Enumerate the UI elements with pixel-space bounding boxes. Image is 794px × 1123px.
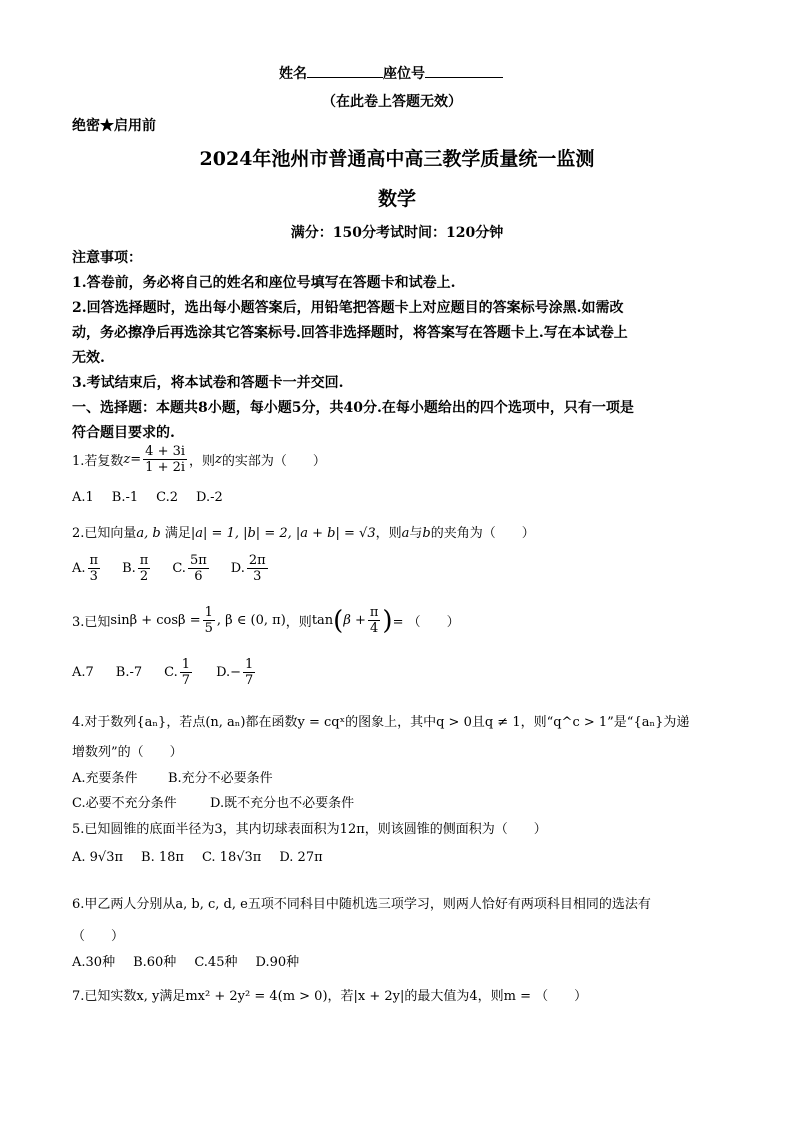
q2-prefix: 2.已知向量 <box>72 526 137 541</box>
q2-option-a-den: 3 <box>89 569 98 584</box>
q2-condition: |a| = 1, |b| = 2, |a + b| = √3 <box>190 526 376 541</box>
q2-option-a <box>72 553 102 584</box>
q5-option-c: C. 18√3π <box>201 850 262 865</box>
q2-cond-label: 满足 <box>164 526 191 541</box>
q1-variable-z-2: z <box>215 452 222 467</box>
q1-option-d: D.-2 <box>196 490 223 505</box>
q3-options <box>72 657 257 688</box>
q6-line-1: 6.甲乙两人分别从a, b, c, d, e五项不同科目中随机选三项学习，则两人恰好有两项科目相同的选法有 <box>72 897 651 912</box>
q2-option-c-label: C. <box>172 561 186 576</box>
subject-title: 数学 <box>377 188 416 210</box>
q3-option-d-label: D.− <box>216 665 242 680</box>
question-7: 7.已知实数x, y满足mx² + 2y² = 4(m > 0)，若|x + 2y|的最大值为4，则m = （ ） <box>72 989 588 1004</box>
q3-numerator: 1 <box>204 605 213 620</box>
q2-option-b-label: B. <box>122 561 136 576</box>
q1-option-b: B.-1 <box>111 490 139 505</box>
notice-item-2-line-3: 无效. <box>72 350 105 366</box>
question-3 <box>72 605 460 636</box>
q1-option-c: C.2 <box>156 490 179 505</box>
q2-vectors: a, b <box>136 526 161 541</box>
seat-blank <box>425 65 503 78</box>
q1-option-a: A.1 <box>72 490 94 505</box>
name-seat-line <box>279 63 503 83</box>
q2-option-d-num: 2π <box>248 553 266 568</box>
question-2 <box>72 522 535 541</box>
q3-option-c-num: 1 <box>181 657 191 672</box>
exam-info: 满分：150分考试时间：120分钟 <box>290 225 504 241</box>
q3-range: , β ∈ (0, π) <box>216 613 286 628</box>
q4-options-row-1 <box>72 767 273 786</box>
q3-denominator: 5 <box>204 621 213 636</box>
q3-option-c-label: C. <box>164 665 178 680</box>
name-blank <box>307 65 383 78</box>
q3-right-paren: ) <box>382 605 393 636</box>
seat-label: 座位号 <box>383 66 425 82</box>
q2-options <box>72 553 270 584</box>
q3-fraction <box>203 605 215 636</box>
q6-option-a: A.30种 <box>72 955 116 970</box>
q2-option-b <box>122 553 152 584</box>
q3-option-c-den: 7 <box>181 673 191 688</box>
q2-option-c-den: 6 <box>194 569 203 584</box>
q5-option-d: D. 27π <box>279 850 323 865</box>
q2-option-d <box>231 553 270 584</box>
q2-option-c-num: 5π <box>189 553 207 568</box>
q4-option-d: D.既不充分也不必要条件 <box>210 796 355 811</box>
notice-item-3: 3.考试结束后，将本试卷和答题卡一并交回. <box>72 375 344 391</box>
q1-prefix: 1.若复数 <box>72 454 124 469</box>
q1-fraction <box>143 444 187 475</box>
name-label: 姓名 <box>279 66 307 82</box>
notice-item-2-line-2: 动，务必擦净后再选涂其它答案标号.回答非选择题时，将答案写在答题卡上.写在本试卷上 <box>72 325 628 341</box>
exam-title: 2024年池州市普通高中高三教学质量统一监测 <box>199 148 595 170</box>
secret-label: 绝密★启用前 <box>72 118 156 134</box>
q3-left-paren: ( <box>333 605 344 636</box>
q3-option-d <box>216 657 257 688</box>
q6-line-2: （ ） <box>72 929 125 944</box>
q6-option-d: D.90种 <box>255 955 300 970</box>
q3-option-c <box>164 657 194 688</box>
invalid-note: （在此卷上答题无效） <box>322 94 462 110</box>
question-5: 5.已知圆锥的底面半径为3，其内切球表面积为12π，则该圆锥的侧面积为（ ） <box>72 822 547 837</box>
q3-tan: tan <box>311 613 334 628</box>
notice-item-2-line-1: 2.回答选择题时，选出每小题答案后，用铅笔把答题卡上对应题目的答案标号涂黑.如需改 <box>72 300 624 316</box>
q1-suffix: ，则 <box>189 454 216 469</box>
section-1-line-2: 符合题目要求的. <box>72 425 175 441</box>
q2-option-b-num: π <box>139 553 149 568</box>
q1-numerator: 4 + 3i <box>145 444 186 459</box>
q3-expression: sinβ + cosβ = <box>110 613 201 628</box>
q2-option-c <box>172 553 210 584</box>
q3-option-d-num: 1 <box>245 657 254 672</box>
q2-option-a-num: π <box>89 553 99 568</box>
q4-option-a: A.充要条件 <box>72 771 138 786</box>
q1-variable-z: z <box>123 452 131 467</box>
q2-option-a-label: A. <box>72 561 86 576</box>
q1-denominator: 1 + 2i <box>145 460 186 475</box>
q6-option-b: B.60种 <box>133 955 177 970</box>
notice-item-1: 1.答卷前，务必将自己的姓名和座位号填写在答题卡和试卷上. <box>72 275 456 291</box>
q3-tail: = （ ） <box>392 615 460 630</box>
q4-line-2: 增数列”的（ ） <box>72 745 183 760</box>
q4-option-c: C.必要不充分条件 <box>72 796 177 811</box>
q2-option-b-den: 2 <box>139 569 149 584</box>
q4-option-b: B.充分不必要条件 <box>168 771 273 786</box>
q2-yu: 与 <box>409 526 423 541</box>
q1-options <box>72 490 241 505</box>
section-1-line-1: 一、选择题：本题共8小题，每小题5分，共40分.在每小题给出的四个选项中，只有一项是 <box>72 400 634 416</box>
q5-option-b: B. 18π <box>141 850 184 865</box>
q3-prefix: 3.已知 <box>72 615 111 630</box>
q2-vector-a: a <box>401 526 410 541</box>
q1-suffix-2: 的实部为（ ） <box>221 454 326 469</box>
q3-beta: β + <box>343 613 366 628</box>
q3-pi-fraction <box>368 605 381 636</box>
q2-suffix: 的夹角为（ ） <box>430 526 535 541</box>
q3-pi-den: 4 <box>370 621 379 636</box>
q3-option-d-den: 7 <box>245 673 254 688</box>
q2-option-d-den: 3 <box>253 569 262 584</box>
q4-options-row-2 <box>72 792 354 811</box>
q6-options <box>72 951 317 970</box>
question-1 <box>72 444 326 475</box>
q5-options <box>72 850 341 865</box>
q5-option-a: A. 9√3π <box>72 850 124 865</box>
notice-heading: 注意事项： <box>72 250 142 266</box>
q4-line-1: 4.对于数列{aₙ}，若点(n, aₙ)都在函数y = cqˣ的图象上，其中q > 0且q ≠ 1，则“q^c > 1”是“{aₙ}为递 <box>72 715 690 730</box>
q3-option-a: A.7 <box>72 665 94 680</box>
q3-pi-num: π <box>369 605 379 620</box>
q3-mid: ，则 <box>285 615 312 630</box>
q2-suffix-a: ，则 <box>375 526 402 541</box>
q2-option-d-label: D. <box>230 561 245 576</box>
q3-option-b: B.-7 <box>115 665 143 680</box>
q6-option-c: C.45种 <box>194 955 238 970</box>
q1-equals: = <box>130 452 142 467</box>
q2-vector-b: b <box>422 526 431 541</box>
